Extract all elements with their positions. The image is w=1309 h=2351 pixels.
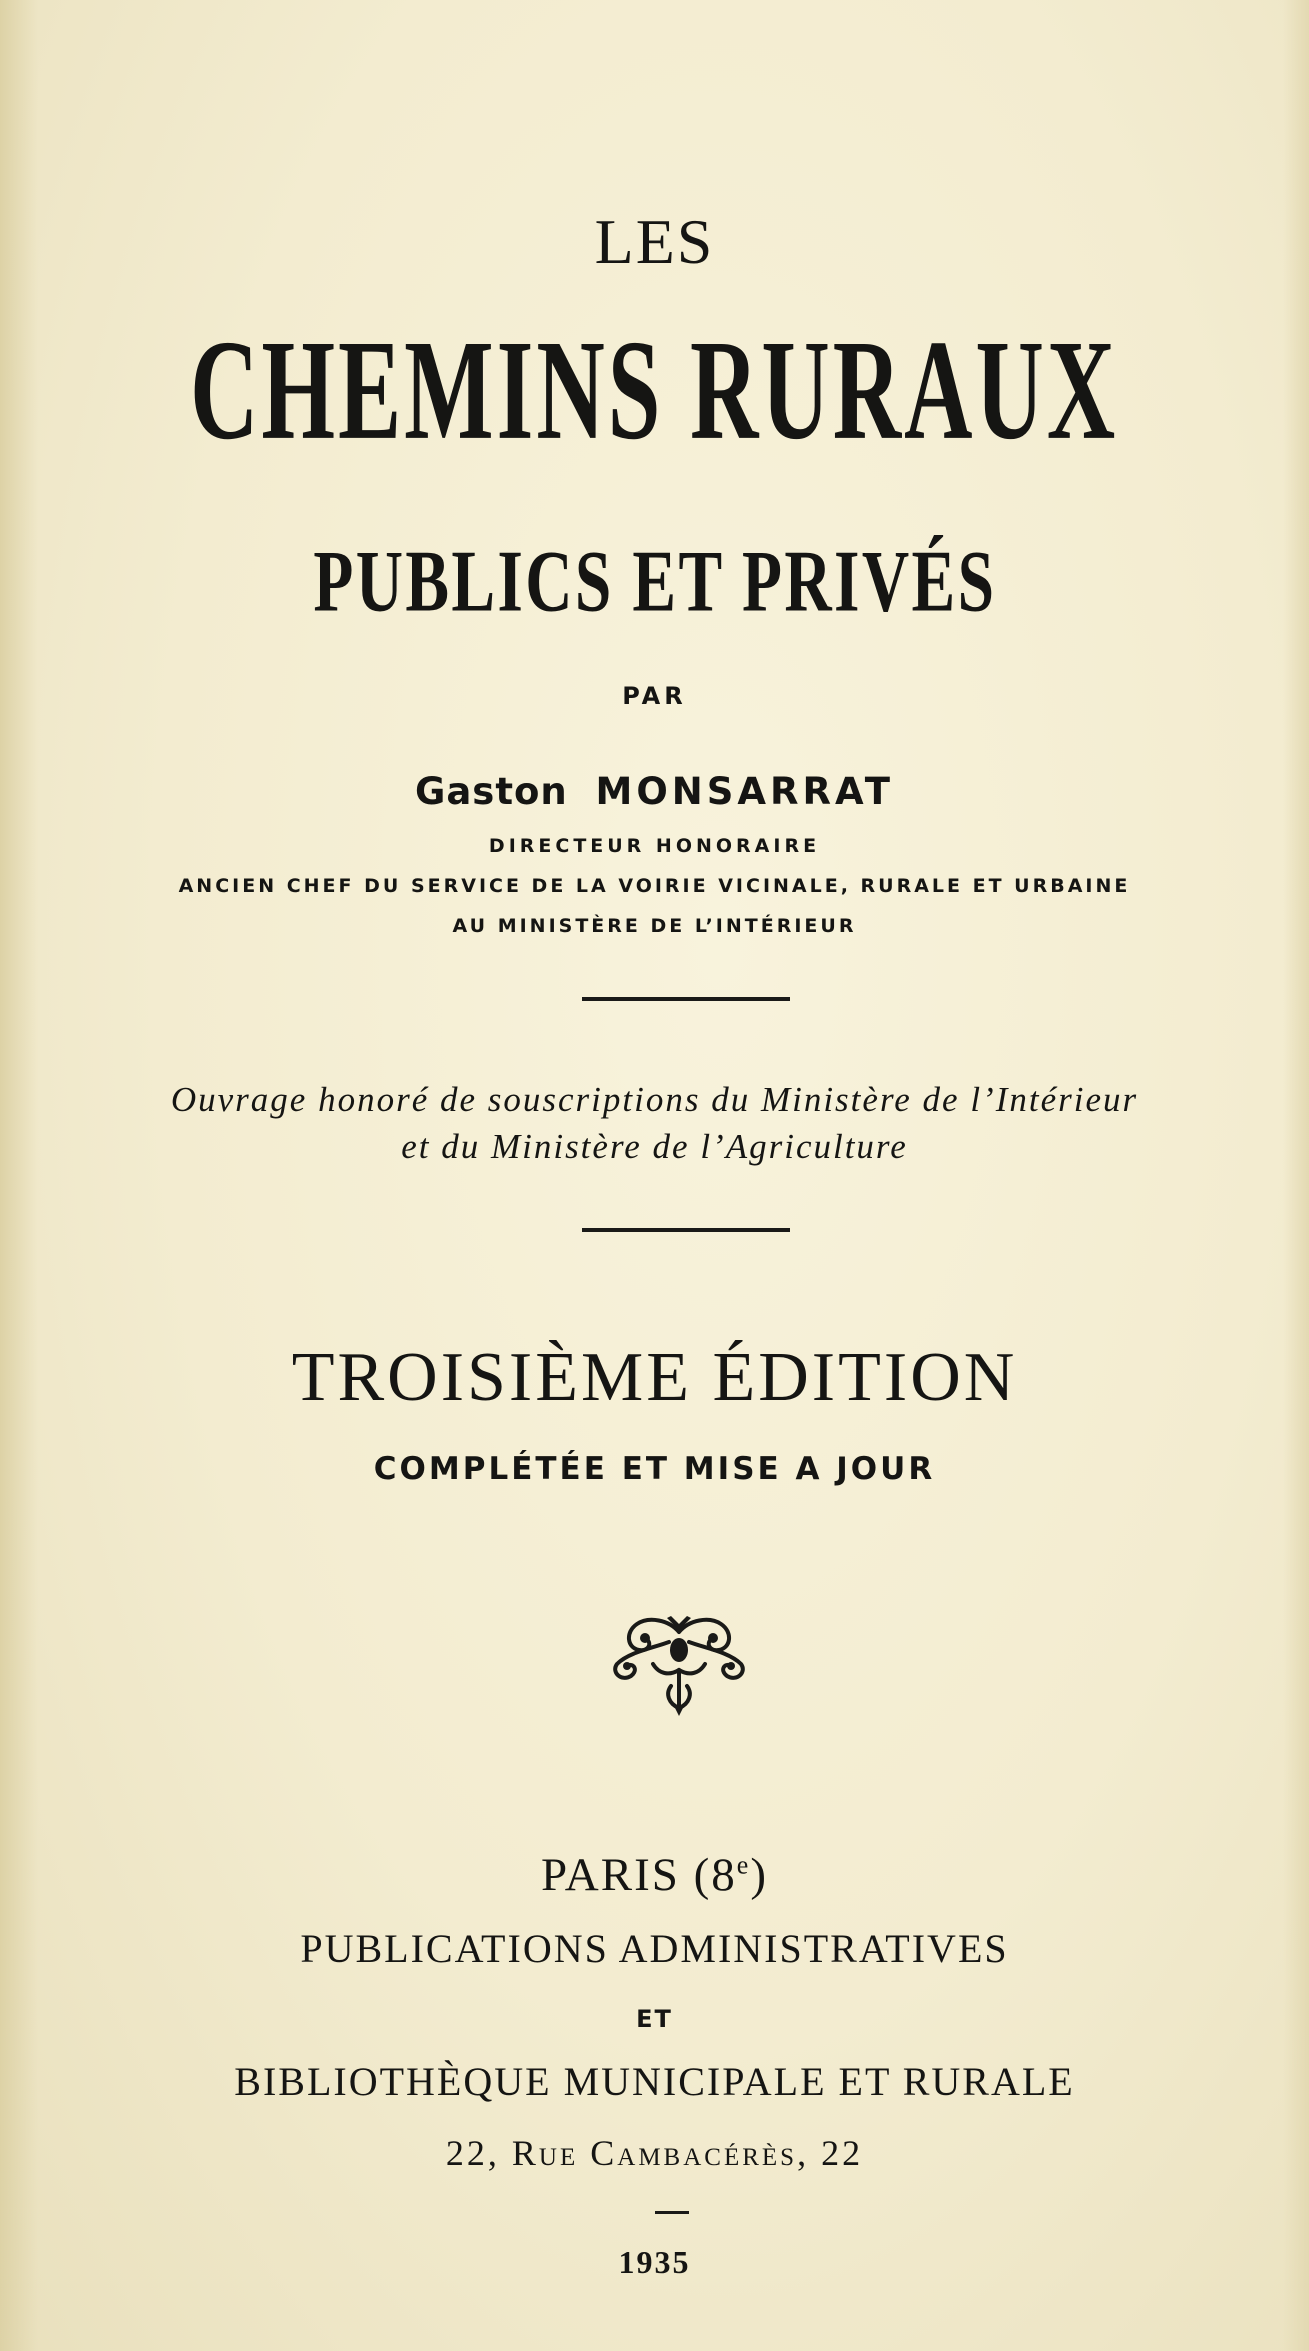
publication-year: 1935 [618, 2244, 691, 2280]
title-article: LES [594, 206, 715, 277]
edition-note: COMPLÉTÉE ET MISE A JOUR [373, 1451, 936, 1487]
honor-line-1: Ouvrage honoré de souscriptions du Ministère de l’Intérieur [170, 1080, 1139, 1119]
arrondissement-superscript: e [736, 1850, 751, 1880]
by-line: PAR [622, 682, 687, 710]
publisher-joiner: ET [636, 2005, 673, 2033]
author-name [0, 770, 1309, 813]
edition-title: TROISIÈME ÉDITION [291, 1339, 1018, 1416]
publication-city [0, 1848, 1309, 1902]
honor-line-2: et du Ministère de l’Agriculture [401, 1127, 908, 1166]
divider-rule-2 [582, 1228, 790, 1232]
main-title [0, 310, 1309, 498]
main-title-text: CHEMINS RURAUX [190, 310, 1119, 470]
publisher-line-2: BIBLIOTHÈQUE MUNICIPALE ET RURALE [234, 2059, 1075, 2104]
divider-rule-1 [582, 997, 790, 1001]
author-credential-2: ANCIEN CHEF DU SERVICE DE LA VOIRIE VICINALE, RURALE ET URBAINE [178, 875, 1131, 897]
publisher-line-1: PUBLICATIONS ADMINISTRATIVES [300, 1926, 1009, 1971]
subtitle [0, 532, 1309, 648]
divider-rule-3 [655, 2211, 689, 2214]
author-credential-3: AU MINISTÈRE DE L’INTÉRIEUR [452, 915, 857, 937]
author-last-name: MONSARRAT [595, 770, 895, 813]
publisher-address: 22, Rue Cambacérès, 22 [445, 2133, 864, 2173]
author-first-name: Gaston [414, 770, 568, 813]
floral-fleuron-icon [609, 1612, 749, 1717]
subtitle-text: PUBLICS ET PRIVÉS [312, 532, 997, 631]
author-credential-1: DIRECTEUR HONORAIRE [488, 835, 821, 857]
city-name: PARIS (8 [540, 1849, 737, 1901]
city-close-paren: ) [750, 1849, 768, 1901]
